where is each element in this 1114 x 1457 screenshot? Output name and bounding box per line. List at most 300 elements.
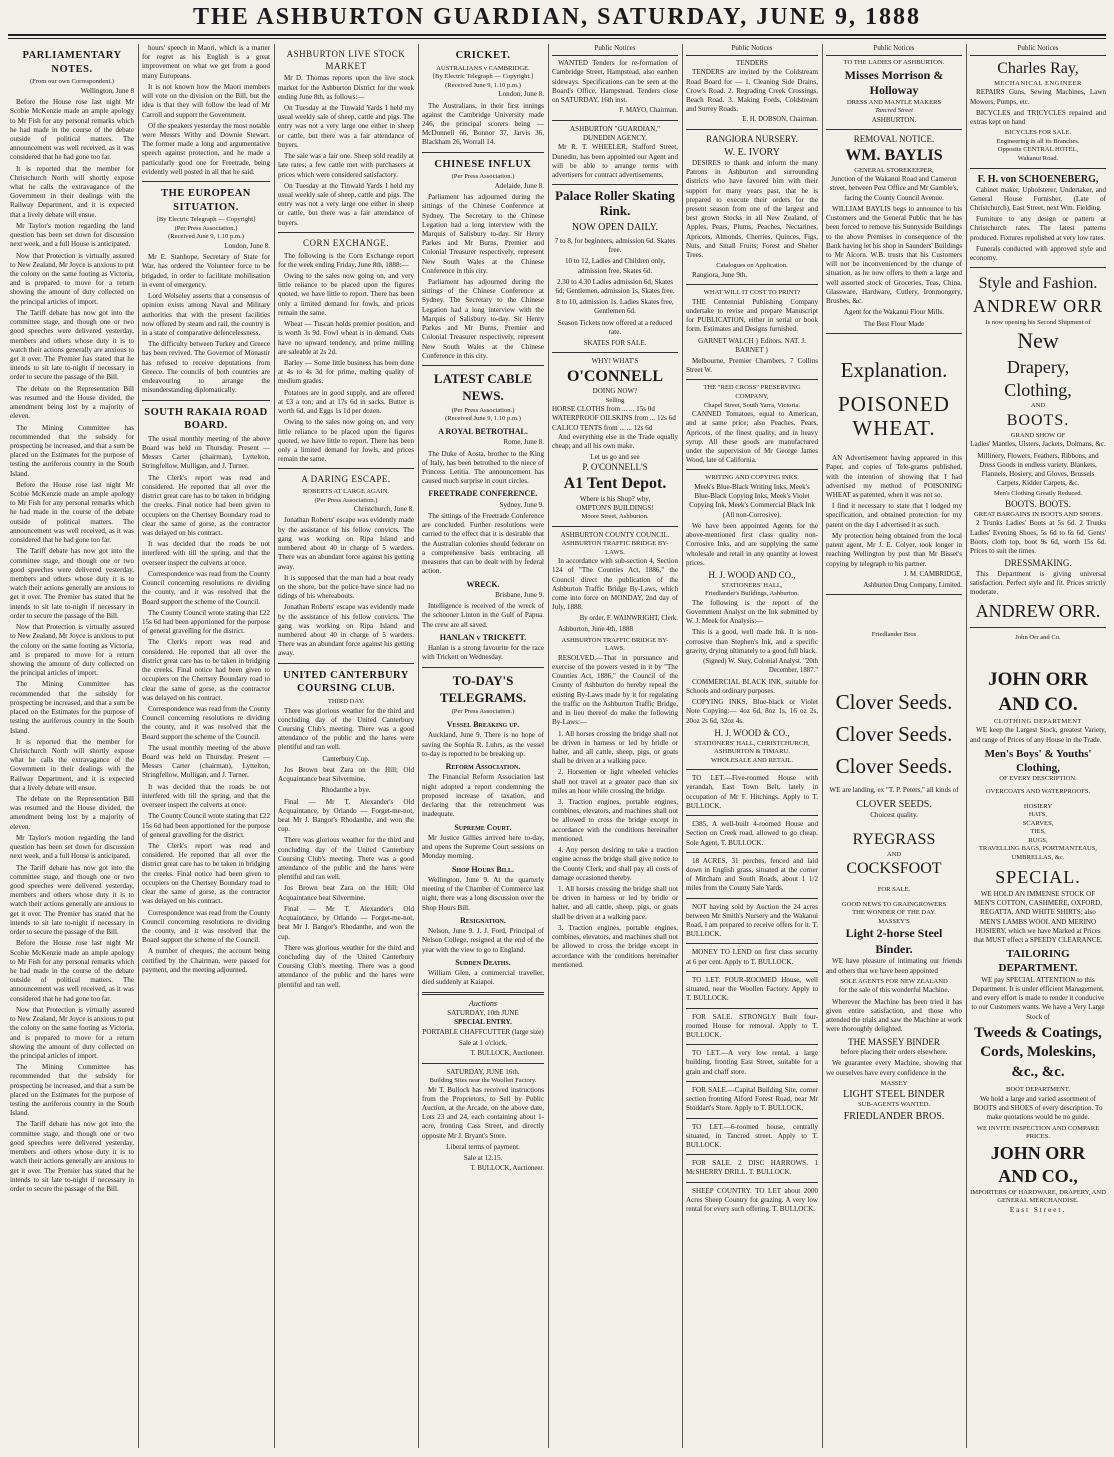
notice-paragraph: AN Advertisement having appeared in this Paper, and copies of Tele-grams published, with the intention of showing that I had advertised my method of POISONING WHEAT as patented, when it was not so.: [826, 454, 962, 500]
article-paragraph: It was decided that the roads be not interfered with till the spring, and that the overseer inspect the culverts at once.: [142, 540, 270, 567]
ties: TIES,: [1030, 828, 1046, 836]
dateline: London, June 8.: [498, 90, 544, 99]
notice-paragraph: COPYING INKS, Blue-black or Violet Note Copying:— 4oz 6d, 8oz 1s, 16 oz 2s, 20oz 2s 6d, 32oz 4s.: [686, 698, 818, 725]
divider: [686, 815, 818, 816]
drapery-title: Drapery,: [1006, 356, 1070, 377]
dateline: Wellington, June 8: [80, 86, 134, 95]
dateline: Adelaide, June 8.: [494, 181, 544, 190]
section-heading: A DARING ESCAPE.: [301, 474, 391, 485]
notice-signature: (Signed) W. Skey, Colonial Analyst. "20th December, 1887.": [703, 658, 818, 674]
column-public-notices-1: [552, 44, 678, 1448]
masthead-rule-thin: [8, 38, 1106, 39]
divider: [970, 627, 1106, 628]
notice-paragraph: DESIRES to thank and inform the many Patrons in Ashburton and surrounding districts who have favored him with their support for many years past, that he is prepared to execute their orders for the present season from one of the largest and best grown Stocks in all New Zealand, of Apples, Pears, Plums, Peaches, Nectarines, Apricots, Almonds, Cherries, Quinces, Figs, Nuts, and Small Fruits; Forest and Shelter Trees.: [686, 158, 818, 260]
special-title: SPECIAL.: [995, 867, 1081, 888]
notice-paragraph: WE keep the Largest Stock, greatest Variety, and range of Prices of any House in the Trade.: [970, 726, 1106, 744]
wood-subtitle: STATIONERS' HALL, CHRISTCHURCH, ASHBURTON & TIMARU.: [694, 739, 810, 756]
article-paragraph: The sale was a fair one. Sheep sold readily at late rates; a few cattle met with purchasers at prices which were considered satisfactory.: [278, 152, 414, 179]
section-heading: THE EUROPEAN SITUATION.: [161, 188, 251, 213]
clothing-title: Clothing,: [1004, 380, 1072, 401]
article-paragraph: Potatoes are in good supply, and are offered at £3 a ton; and at 17s 6d in sacks. Butter is worth 6d, and Eggs 1s 1d per dozen.: [278, 388, 414, 416]
divider: [686, 1182, 818, 1183]
masthead-rule: [8, 34, 1106, 36]
dateline: London, June 8.: [224, 242, 270, 251]
press-credit: (Per Press Association.): [451, 173, 515, 181]
massey: MASSEY: [880, 1079, 908, 1087]
divider: [686, 469, 818, 470]
article-paragraph: The Duke of Aosta, brother to the King of Italy, has been betrothed to the niece of Princess Letitia. The announcement has caused much surprise in court circles.: [422, 449, 544, 486]
divider: [826, 333, 962, 334]
section-subheading: HANLAN v TRICKETT.: [439, 632, 527, 642]
column-public-notices-3: [826, 44, 962, 1448]
overcoats: OVERCOATS AND WATERPROOFS.: [985, 787, 1091, 795]
section-subheading: (From our own Correspondent.): [29, 78, 115, 86]
section-subheading: FREETRADE CONFERENCE.: [428, 489, 538, 499]
notice-paragraph: 3. Traction engines, portable engines, combines, elevators, and machines shall not be allowed to cross the bridge except in accordance with the conditions hereinafter mentioned.: [552, 923, 678, 969]
oconnell-doing: DOING NOW?: [592, 387, 638, 396]
auctions-header: Auctions: [469, 998, 497, 1008]
divider: [686, 971, 818, 972]
race-result: Rhodanthe a bye.: [321, 786, 371, 795]
notice-title: WRITING AND COPYING INKS.: [705, 474, 799, 482]
article-paragraph: The Tariff debate has now got into the committee stage, and though one or two good speeches were delivered yesterday, members and others whose duty it is to watch their actions generally are anxious to get it over. The Premier has stated that he intends to sit late to-night if necessary in order to secure the passage of the Bill.: [10, 547, 134, 620]
divider: [552, 120, 678, 121]
article-paragraph: There was glorious weather for the third and concluding day of the United Canterbury Coursing Club's meeting. There was a good attendance of the public and the hares were plentiful and ran well.: [278, 943, 414, 989]
article-paragraph: Owing to the sales now going on, and very little reliance to be placed upon the figures quoted, we have little to report. There has been only a limited demand for fowls, and prices remain the same.: [278, 272, 414, 317]
oconnell-selling: Selling: [605, 396, 625, 404]
section-heading: CRICKET.: [455, 50, 511, 61]
every-description: OF EVERY DESCRIPTION.: [999, 775, 1077, 783]
article-paragraph: Mr E. Stanhope, Secretary of State for War, has ordered the Volunteer force to be brigaded, in order to facilitate mobilisation in event of emergency.: [142, 253, 270, 289]
notice-paragraph: The following is the report of the Government Analyst on the Ink submitted by W. J. Meek for Analysis:—: [686, 598, 818, 626]
press-credit: (Per Press Association.): [314, 496, 378, 504]
baylis-name: WM. BAYLIS: [845, 146, 943, 164]
notice-paragraph: Wherever the Machine has been tried it has given entire satisfaction, and those who attended the trials and saw the Machine at work were thoroughly delighted.: [826, 997, 962, 1034]
oconnell-item: HORSE CLOTHS from ... ... 15s 0d: [552, 405, 655, 414]
notice-paragraph: Millinery, Flowers, Feathers, Ribbons, and Dress Goods in endless variety. Blankets, Flannels, Hosiery, and Gloves, Brussels Carpets, Kidder Carpets, &c.: [977, 451, 1099, 488]
notice-paragraph: THE Centennial Publishing Company undertake to revise and prepare Manuscript for PUBLICATION, either in serial or book form. Estimates and Designs furnished.: [686, 297, 818, 334]
auction-paragraph: Mr T. Bullock has received instructions from the Proprietors, to Sell by Public Auction, at the Arcade, on the above date, Lots 23 and 24, each containing about 1-acre, fronting Cass Street, and directly opposite Mr J. Bryant's Store.: [422, 1085, 544, 1140]
received-line: (Received June 9, 1.10 p.m.): [445, 415, 521, 423]
article-paragraph: The Clerk's report was read and considered. He reported that all over the district great care has to be taken in bridging the creeks. Final notice had been given to occupiers on the Chertsey Boundary road to clear the same of gorse, as the contractor was delayed on his contract.: [142, 638, 270, 702]
article-paragraph: Hanlan is a strong favourite for the race with Trickett on Wednesday.: [422, 644, 544, 662]
oconnell-buildings: OMPTON'S BUILDINGS!: [576, 504, 654, 513]
notice-date: Ashburton, June 4th, 1888: [558, 625, 634, 634]
notice-paragraph: WANTED Tenders for re-formation of Cambridge Street, Hampstead, also earthen sideways. Specifications can be seen at the Board's Office, Hampstead. Tenders close on SATURDAY, 16th inst.: [552, 59, 678, 104]
article-paragraph: Mr Justice Gillies arrived here to-day, and opens the Supreme Court sessions on Monday morning.: [422, 833, 544, 861]
section-heading: LATEST CABLE NEWS.: [433, 371, 533, 403]
column-rule: [418, 44, 419, 1448]
article-paragraph: The sittings of the Freetrade Conference are concluded. Further resolutions were carried to the effect that it is desirable that the Australian colonies should federate on a comprehensive basis embracing all measures that can be dealt with by federal action.: [422, 512, 544, 576]
section-subheading: Resignation.: [460, 915, 506, 925]
great-bargains: GREAT BARGAINS IN BOOTS AND SHOES.: [973, 510, 1103, 518]
article-paragraph: The County Council wrote stating that £22 15s 6d had been apportioned for the purpose of general gravelling for the district.: [142, 812, 270, 839]
dateline: Brisbane, June 9.: [495, 590, 544, 599]
article-paragraph: Barley — Some little business has been done at 4s to 4s 3d for prime, malting quality of medium grades.: [278, 358, 414, 386]
section-subheading: Supreme Court.: [454, 822, 512, 832]
oconnell-item: WATERPROOF OILSKINS from ... 12s 6d: [552, 414, 676, 423]
bullock-notice: NOT having sold by Auction the 24 acres between Mr Smith's Nursery and the Wakanui Road, I am prepared to receive offers for it. T. BULLOCK.: [686, 902, 818, 939]
notice-paragraph: Furniture to any design or pattern at Christchurch rates. The latest patterns produced. Fixtures repolished at very low rates.: [970, 215, 1106, 242]
notice-subtitle: ASHBURTON TRAFFIC BRIDGE BY-LAWS.: [561, 540, 669, 556]
section-heading: PARLIAMENTARY NOTES.: [22, 50, 122, 75]
divider: [686, 1118, 818, 1119]
notice-paragraph: My protection being obtained from the local patent agent, Mr J. E. Colyer, took longer in reaching Wellington by post than Mr Bisset's copying by telegraph to his partner.: [826, 531, 962, 568]
column-stock-market: [278, 44, 414, 1448]
column-header: Public Notices: [826, 44, 962, 56]
ray-subtitle: MECHANICAL ENGINEER: [994, 79, 1082, 87]
bullock-notice: FOR SALE.—Capital Building Site, corner section fronting Alford Forest Road, near Mr Stoddart's Store. Apply to T. BULLOCK.: [686, 1085, 818, 1113]
divider: [552, 352, 678, 353]
article-paragraph: The Financial Reform Association last night adopted a report condemning the proposed increase of taxation, and declaring that the retrenchment was inadequate.: [422, 773, 544, 819]
article-paragraph: Lord Wolseley asserts that a consensus of opinion exists among Naval and Military authorities that with the present facilities now offered by steam and rail, the country is in a state of comparative defencelessness.: [142, 292, 270, 337]
oconnell-where: Where is his Shop? why,: [579, 494, 651, 503]
poisoned-wheat-title: POISONED WHEAT.: [838, 391, 950, 441]
notice-paragraph: Junction of the Wakanui Road and Cameron street, between Post Office and Mr Gamble's, facing the County Council Avenue.: [829, 175, 959, 202]
article-paragraph: Before the House rose last night Mr Scobie McKenzie made an ample apology to Mr Fish for any personal remarks which he had made in the course of the debate outside of political matters. The announcement was well received, as it was considered that he had gone too far.: [10, 98, 134, 162]
oconnell-address: Moore Street, Ashburton.: [581, 513, 649, 521]
auction-sale: Sale at 12.15.: [463, 1154, 503, 1163]
article-paragraph: It is reported that the member for Christchurch North will shortly expose what he calls the extravagance of the Government in their dealings with the Railway Department, and it is expected that a lively debate will ensue.: [10, 737, 134, 792]
section-subheading: AUSTRALIANS v CAMBRIDGE.: [436, 64, 530, 72]
wood-name: H. J. WOOD AND CO.,: [708, 569, 796, 580]
clover-seeds-line: CLOVER SEEDS.: [856, 798, 932, 810]
notice-signature: E. H. DOBSON, Chairman.: [742, 116, 818, 124]
sub-agents: SUB-AGENTS WANTED.: [857, 1101, 931, 1109]
divider: [422, 667, 544, 668]
article-paragraph: Final — Mr T. Alexander's Old Acquaintance, by Orlando — Forget-me-not, beat Mr J. Bangor's Rhodanthe, and won the cup.: [278, 904, 414, 941]
received-line: (Received June 9, 1.10 p.m.): [445, 81, 521, 89]
article-paragraph: Correspondence was read from the County Council concerning resolutions re dividing the county, and it was resolved that the Board support the scheme of the Council.: [142, 908, 270, 945]
article-paragraph: On Tuesday at the Tinwald Yards I held my usual weekly sale of sheep, cattle and pigs. The entry was not a very large one either in sheep or cattle, but there was a fair attendance of buyers.: [278, 181, 414, 227]
section-subheading: WRECK.: [466, 579, 500, 589]
tailoring-title: TAILORING DEPARTMENT.: [998, 948, 1078, 975]
article-paragraph: It is supposed that the man had a boat ready on the shore, but the police have since had no tidings of his whereabouts.: [278, 573, 414, 601]
divider: [422, 152, 544, 153]
notice-signature: Ashburton Drug Company, Limited.: [863, 581, 962, 589]
notice-paragraph: We guarantee every Machine, showing that we ourselves have every confidence in the: [826, 1059, 962, 1077]
rink-line: 8 to 10, admission 1s. Ladies Skates free, Gentlemen 6d.: [556, 298, 674, 316]
column-parliamentary-notes: [10, 44, 134, 1448]
notice-paragraph: 4. Any person desiring to take a traction engine across the bridge shall give notice to the County Clerk, and shall pay all costs of damage occasioned thereby.: [552, 846, 678, 882]
friedlander-header: Friedlander Bros: [871, 631, 917, 639]
column-rule: [822, 44, 823, 1448]
auctioneer-signature: T. BULLOCK, Auctioneer.: [470, 1165, 544, 1173]
divider: [686, 129, 818, 130]
ray-sale: BICYCLES FOR SALE.: [1004, 129, 1072, 137]
bullock-notice: TO LET.—A very low rental, a large building, fronting East Street, suitable for a grain and chaff store.: [686, 1049, 818, 1076]
article-paragraph: Mr Taylor's motion regarding the land question has been set down for discussion next week, and a full House is anticipated.: [10, 833, 134, 861]
divider: [970, 267, 1106, 268]
notice-paragraph: Ladies' Mantles, Ulsters, Jackets, Dolmans, &c.: [970, 440, 1106, 449]
divider: [278, 232, 414, 233]
bullock-notice: £385, A well-built 4-roomed House and Section on Creek road, allowed to go cheap. Sole Agent, T. BULLOCK.: [686, 820, 818, 847]
column-rule: [682, 44, 683, 1448]
section-subheading: Shop Hours Bill.: [451, 864, 514, 874]
divider: [686, 1008, 818, 1009]
notice-paragraph: 3. Traction engines, portable engines, combines, elevators, and machines shall not be allowed to cross the bridge except in accordance with the conditions hereinafter mentioned.: [552, 798, 678, 843]
importers: IMPORTERS OF HARDWARE, DRAPERY, AND GENERAL MERCHANDISE.: [970, 1188, 1106, 1205]
column-public-notices-2: [686, 44, 818, 1448]
article-paragraph: Nelson, June 9. J. J. Ford, Principal of Nelson College, resigned at the end of the year with the view to go to England.: [422, 927, 544, 954]
massey: MASSEY'S: [878, 917, 910, 925]
divider: [422, 1063, 544, 1064]
section-subheading: A ROYAL BETROTHAL.: [438, 426, 528, 436]
ryegrass-title: RYEGRASS: [852, 830, 936, 848]
cocksfoot-title: COCKSFOOT: [846, 860, 942, 878]
notice-paragraph: WE are landing, ex "T. P. Peters," all kinds of: [829, 786, 959, 795]
article-paragraph: Mr Taylor's motion regarding the land question has been set down for discussion next week, and a full House is anticipated.: [10, 221, 134, 249]
bullock-notice: MONEY TO LEND on first class security at 6 per cent. Apply to T. BULLOCK.: [686, 948, 818, 966]
boots-title: BOOTS.: [1006, 412, 1070, 430]
divider: [278, 468, 414, 469]
article-paragraph: Wellington, June 9. At the quarterly meeting of the Chamber of Commerce last night, there was a long discussion over the Shop Hours Bill.: [422, 875, 544, 912]
divider: [142, 181, 270, 182]
massey-binder: THE MASSEY BINDER: [848, 1036, 940, 1047]
divider: [422, 365, 544, 366]
notice-title: RANGIORA NURSERY.: [706, 134, 798, 145]
boot-department: BOOT DEPARTMENT.: [1006, 1086, 1070, 1094]
column-public-notices-4: [970, 44, 1106, 1448]
notice-date: Rangiora, June 9th.: [692, 270, 748, 279]
article-paragraph: The Tariff debate has now got into the committee stage, and though one or two good speeches were delivered yesterday, members and others whose duty it is to watch their actions generally are anxious to get it over. The Premier has stated that he intends to sit late to-night if necessary in order to secure the passage of the Bill.: [10, 1120, 134, 1193]
divider: [686, 379, 818, 380]
hosiery: HOSIERY: [1023, 802, 1053, 810]
article-paragraph: William Glen, a commercial traveller, died suddenly at Kaiapoi.: [422, 969, 544, 987]
bullock-notice: SHEEP COUNTRY. TO LET about 2000 Acres Sheep Country for grazing. A very low rental for every such offering. T. BULLOCK.: [686, 1186, 818, 1214]
friedlander-bros: FRIEDLANDER BROS.: [843, 1111, 945, 1123]
article-paragraph: The debate on the Representation Bill was resumed and the House divided, the amendment being lost by a majority of eleven.: [10, 795, 134, 831]
ray-name: Charles Ray,: [997, 60, 1079, 78]
invite-inspection: WE INVITE INSPECTION AND COMPARE PRICES.: [976, 1124, 1100, 1141]
divider: [970, 168, 1106, 169]
article-paragraph: The debate on the Representation Bill was resumed and the House divided, the amendment being lost by a majority of eleven.: [10, 384, 134, 421]
notice-title: THE "RED CROSS" PRESERVING COMPANY,: [703, 384, 801, 400]
article-paragraph: Before the House rose last night Mr Scobie McKenzie made an ample apology to Mr Fish for any personal remarks which he had made in the course of the debate outside of political matters. The announcement was well received, as it was considered that he had gone too far.: [10, 939, 134, 1003]
notice-paragraph: 2. Horsemen or light wheeled vehicles shall not travel at a greater pace than six miles an hour while crossing the bridge.: [552, 768, 678, 795]
divider: [686, 943, 818, 944]
notice-paragraph: 1. All horses crossing the bridge shall not be driven in harness or led by bridle or halter, and all cattle, sheep, pigs, or goats shall be driven at a walking pace.: [552, 729, 678, 766]
notice-paragraph: RESOLVED.—That in pursuance and exercise of the powers vested in it by "The Counties Act, 1886," the Council of the County of Ashburton do hereby repeal the existing By-Laws made by it for regulating the traffic on the Ashburton Traffic Bridge, and in lieu thereof do make the following By-Laws:—: [552, 653, 678, 727]
mens-boys-title: Men's Boys' & Youths' Clothing,: [984, 747, 1092, 775]
travelling-bags: TRAVELLING BAGS, PORTMANTEAUS, UMBRELLAS, &c.: [978, 845, 1098, 861]
ray-road: Wakanui Road.: [1017, 155, 1059, 163]
auction-terms: Liberal terms of payment.: [446, 1142, 520, 1151]
section-heading: CHINESE INFLUX: [434, 158, 532, 170]
mens-reduced: Men's Clothing Greatly Reduced.: [993, 490, 1083, 498]
notice-title: TENDERS: [736, 59, 768, 68]
column-header: Public Notices: [686, 44, 818, 56]
notice-title: REMOVAL NOTICE.: [853, 134, 935, 145]
divider: [826, 129, 962, 130]
oconnell-depot: A1 Tent Depot.: [563, 475, 667, 493]
hats: HATS,: [1028, 811, 1048, 819]
auctioneer-signature: T. BULLOCK, Auctioneer.: [470, 1049, 544, 1057]
notice-paragraph: WILLIAM BAYLIS begs to announce to his Customers and the General Public that he has been forced to remove his Sunnyside Buildings to the above Premises in consequence of the Bank having let his shop in Saunders' Buildings to Mr Alcorn. W.B. trusts that his Customers will not be inconvenienced by the change of situation, as he now offers to them a large and well assorted stock of Groceries, Teas, China, Glassware, Hardware, Cutlery, Ironmongery, Brushes, &c.: [826, 204, 962, 306]
andrew-orr-signature: ANDREW ORR.: [975, 600, 1101, 621]
article-paragraph: The Tariff debate has now got into the committee stage, and though one or two good speeches were delivered yesterday, members and others whose duty it is to watch their actions generally are anxious to get it over. The Premier has stated that he intends to sit late to-night if necessary in order to secure the passage of the Bill.: [10, 308, 134, 382]
oconnell-let: Let us go and see: [590, 453, 640, 462]
notice-paragraph: COMMERCIAL BLACK INK, suitable for Schools and ordinary purposes.: [686, 677, 818, 695]
notice-signature: J. M. CAMBRIDGE,: [904, 570, 962, 578]
rink-line: Season Tickets now offered at a reduced rate.: [557, 318, 673, 336]
column-cricket-cables: [422, 44, 544, 1448]
article-paragraph: Correspondence was read from the County Council concerning resolutions re dividing the county, and it was resolved that the Board support the scheme of the Council.: [142, 704, 270, 741]
notice-paragraph: Mr R. T. WHEELER, Stafford Street, Dunedin, has been appointed our Agent and will be able to arrange terms with advertisers for contract advertisements.: [552, 143, 678, 180]
wonder: THE WONDER OF THE DAY.: [852, 909, 936, 917]
dateline: Rome, June 8.: [503, 438, 544, 447]
auction-subtitle: Building Sites near the Woollen Factory.: [429, 1077, 537, 1084]
oconnell-title: O'CONNELL: [566, 367, 663, 385]
press-credit: (Per Press Association.): [174, 224, 238, 232]
notice-signature: F. MAYO, Chairman.: [619, 107, 678, 115]
article-paragraph: A number of cheques, the account being certified by the Chairman, were passed for payment, and the meeting adjourned.: [142, 947, 270, 974]
divider: [686, 852, 818, 853]
divider: [278, 663, 414, 664]
binder-title: Light 2-horse Steel Binder.: [845, 926, 943, 956]
clover-seeds-title: Clover Seeds.: [835, 690, 953, 714]
ryegrass-and: AND: [886, 850, 902, 858]
and-word: AND: [1030, 402, 1046, 410]
good-news: GOOD NEWS TO GRAINGROWERS: [841, 900, 947, 908]
clothing-department: CLOTHING DEPARTMENT: [993, 717, 1083, 725]
wood-name: H. J. WOOD & CO.,: [714, 727, 790, 738]
notice-title: ASHBURTON "GUARDIAN,": [570, 125, 660, 134]
notice-paragraph: Funerals conducted with approved style and economy.: [970, 244, 1106, 263]
article-paragraph: Jos Brown beat Zara on the Hill; Old Acquaintance beat Silvermine.: [278, 765, 414, 784]
divider: [686, 898, 818, 899]
column-rule: [274, 44, 275, 1448]
notice-title: ASHBURTON COUNTY COUNCIL.: [560, 530, 670, 539]
notice-paragraph: REPAIRS Guns, Sewing Machines, Lawn Mowers, Pumps, etc.: [970, 88, 1106, 106]
notice-paragraph: This is a good, well made Ink. It is non-corrosive than Stephen's Ink, and a specific gravity, drying ultimately to a good full black.: [686, 628, 818, 655]
notice-paragraph: BICYCLES and TRICYCLES repaired and extras kept on hand: [970, 108, 1106, 127]
notice-paragraph: TENDERS are invited by the Coldstream Road Board for — 1. Cleaning Side Drains, Crow's Road. 2. Regrading Creek Crossings, Beach Road. 3. Making Fords, Coldstream and Surrey Roads.: [686, 68, 818, 114]
article-paragraph: It was decided that the roads be not interfered with till the spring, and that the overseer inspect the culverts at once.: [142, 782, 270, 810]
style-fashion-title: Style and Fashion.: [978, 275, 1098, 293]
column-header: Public Notices: [970, 44, 1106, 56]
column-rule: [138, 44, 139, 1448]
rink-subtitle: NOW OPEN DAILY.: [571, 221, 659, 233]
bullock-notice: TO LET. FOUR-ROOMED House, well situated, near the Woollen Factory. Apply to T. BULLOCK.: [686, 975, 818, 1003]
article-paragraph: Mr D. Thomas reports upon the live stock market for the Ashburton District for the week ending June 8th, as follows:—: [278, 74, 414, 101]
notice-paragraph: And everything else in the Trade equally cheap; and all his own make.: [552, 432, 678, 450]
article-paragraph: hours' speech in Maori, which is a matter for regret as his English is a great improvement on what we get from a good many Europeans.: [142, 44, 270, 80]
article-paragraph: It is not known how the Maori members will vote on the division on the Bill, but the idea is that they will follow the lead of Mr Carroll and support the Government.: [142, 82, 270, 119]
oconnell-item: CALICO TENTS from ... ... 12s 6d: [552, 423, 653, 432]
grand-show: GRAND SHOW OF: [1010, 431, 1066, 439]
notice-signature: GARNET WALCH } Editors. NAT. J. BARNET }: [698, 336, 806, 354]
oconnell-why: WHY! WHAT'S: [591, 357, 639, 366]
auction-date: SATURDAY, 10th JUNE: [447, 1009, 519, 1018]
rink-line: 10 to 12, Ladies and Children only, admission free, Skates 6d.: [564, 257, 666, 275]
notice-paragraph: The Best Flour Made: [863, 319, 925, 328]
article-paragraph: The difficulty between Turkey and Greece has been revived. The Governor of Monastir has refused to receive deputations from Greece. The councils of both countries are endeavouring to arrange the misunderstanding diplomatically.: [142, 340, 270, 395]
press-credit: [By Electric Telegraph — Copyright.]: [432, 73, 534, 81]
notice-paragraph: In accordance with sub-section 4, Section 124 of "The Counties Act, 1886," the Council direct the publication of the Ashburton Traffic Bridge By-Laws, which come into force on MONDAY, 2nd day of July, 1888.: [552, 557, 678, 612]
notice-paragraph: 1. All horses crossing the bridge shall not be driven in harness or led by bridle or halter, and all cattle, sheep, pigs, or goats shall be driven at a walking pace.: [552, 885, 678, 921]
nursery-owner: W. E. IVORY: [724, 146, 780, 158]
press-credit: (Per Press Association.): [451, 406, 515, 414]
notice-subtitle: Tancred Street: [875, 107, 913, 115]
scarves: SCARVES,: [1022, 819, 1054, 827]
wood-subtitle: STATIONERS' HALL,: [721, 581, 783, 589]
article-paragraph: The usual monthly meeting of the above Board was held on Thursday. Present — Messrs Carter (chairman), Lyttelton, Stringfellow, Mulligan, and J. Turner.: [142, 434, 270, 471]
notice-subtitle: TO THE LADIES OF ASHBURTON.: [843, 59, 945, 67]
auction-title: SPECIAL ENTRY.: [454, 1018, 512, 1027]
notice-town: ASHBURTON.: [871, 115, 917, 124]
divider: [686, 284, 818, 285]
article-paragraph: The Mining Committee has recommended that the subsidy for prospecting be increased, and that a sum be placed on the Estimates for the purpose of testing the auriferous country in the South Island.: [10, 423, 134, 478]
section-subheading: Reform Association.: [445, 762, 521, 772]
notice-signature: By order, F. WAINWRIGHT, Clerk.: [579, 614, 678, 622]
ray-opposite: Opposite CENTRAL HOTEL,: [997, 146, 1079, 154]
wood-wholesale: WHOLESALE AND RETAIL.: [710, 756, 794, 764]
article-paragraph: The Clerk's report was read and considered. He reported that all over the district great care has to be taken in bridging the creeks. Final notice had been given to occupiers on the Chertsey Boundary road to clear the same of gorse, as the contractor was delayed on his contract.: [142, 473, 270, 537]
notice-subtitle: Catalogues on Application.: [716, 262, 788, 270]
notice-paragraph: for the sale of this wonderful Machine.: [838, 986, 950, 995]
clover-seeds-title: Clover Seeds.: [835, 754, 953, 779]
divider: [552, 526, 678, 527]
column-rule: [548, 44, 549, 1448]
auction-date: SATURDAY, JUNE 16th.: [446, 1067, 520, 1076]
article-paragraph: There was glorious weather for the third and concluding day of the United Canterbury Coursing Club's meeting. There was a good attendance of the public and the hares were plentiful and ran well.: [278, 706, 414, 752]
article-paragraph: Parliament has adjourned during the sittings of the Chinese Conference at Sydney. The Secretary to the Chinese Legation had a long interview with the Marquis of Salisbury to-day. Sir Henry Parkes and Mr Burns, Premier and Colonial Treasurer respectively, represent New South Wales at the Chinese Conference in this city.: [422, 278, 544, 360]
divider: [686, 769, 818, 770]
notice-subtitle: DUNEDIN AGENCY.: [582, 134, 648, 143]
column-european-situation: [142, 44, 270, 1448]
article-paragraph: The Australians, in their first innings against the Cambridge University made 246, the principal scorers being — McDonnell 66, Bonnor 37, Jarvis 36, Blackham 26, Worrall 14.: [422, 101, 544, 147]
tweeds-title: Tweeds & Coatings,: [974, 1024, 1102, 1041]
john-orr-title: JOHN ORR AND CO.: [988, 669, 1088, 716]
masthead: [0, 0, 1114, 40]
section-subheading: ROBERTS AT LARGE AGAIN.: [302, 488, 390, 496]
article-paragraph: The County Council wrote stating that £22 15s 6d had been apportioned for the purpose of general gravelling for the district.: [142, 608, 270, 636]
andrew-orr-title: ANDREW ORR: [972, 296, 1104, 317]
divider: [686, 1044, 818, 1045]
dateline: Christchurch, June 8.: [353, 505, 414, 514]
dressmaker-title: Misses Morrison & Holloway: [844, 67, 944, 98]
rink-title: Palace Roller Skating Rink.: [555, 188, 675, 218]
article-paragraph: Jos Brown beat Zara on the Hill; Old Acquaintance beat Silvermine.: [278, 884, 414, 902]
notice-paragraph: 2 Trunks Ladies' Boots at 5s 6d. 2 Trunks Ladies' Evening Shoes, 5s 6d to 6s 6d. Gents' Boots, cloth top, boot 9s 6d, worth 15s 6d. Prices to suit the times.: [970, 519, 1106, 555]
section-heading: CORN EXCHANGE.: [302, 237, 389, 248]
article-paragraph: Jonathan Roberts' escape was evidently made by the assistance of his fellow convicts. The gang was working on Ripa Island and numbered about 40 in charge of 5 warders. There was an abundant force against his getting away.: [278, 516, 414, 571]
article-paragraph: The Mining Committee has recommended that the subsidy for prospecting be increased, and that a sum be placed on the Estimates for the purpose of testing the auriferous country in the South Island.: [10, 1063, 134, 1118]
article-paragraph: Jonathan Roberts' escape was evidently made by the assistance of his fellow convicts. The gang was working on Ripa Island and numbered about 40 in charge of 5 warders. There was an abundant force against his getting away.: [278, 603, 414, 658]
light-steel-binder: LIGHT STEEL BINDER: [843, 1089, 945, 1101]
notice-subtitle: DRESS AND MANTLE MAKERS: [846, 98, 942, 106]
article-paragraph: The Clerk's report was read and considered. He reported that all over the district great care has to be taken in bridging the creeks. Final notice had been given to occupiers on the Chertsey Boundary road to clear the same of gorse, as the contractor was delayed on his contract.: [142, 842, 270, 906]
section-heading: SOUTH RAKAIA ROAD BOARD.: [144, 406, 268, 432]
divider: [686, 1154, 818, 1155]
article-paragraph: Now that Protection is virtually assured to New Zealand, Mr Joyce is anxious to put the colony on the same footing as Victoria, and is prepared to move for a return showing the amount of duty collected on the principal articles of import.: [10, 623, 134, 678]
wood-address: Friedlander's Buildings, Ashburton.: [705, 590, 799, 598]
article-paragraph: The Tariff debate has now got into the committee stage, and though one or two good speeches were delivered yesterday, members and others whose duty it is to watch their actions generally are anxious to get it over. The Premier has stated that he intends to sit late to-night if necessary in order to secure the passage of the Bill.: [10, 863, 134, 937]
notice-paragraph: This Department is giving universal satisfaction. Perfect style and fit. Prices strictly moderate.: [970, 569, 1106, 597]
rink-line: 2.30 to 4.30 Ladies admission 6d, Skates 6d; Gentlemen, admission 1s, Skates free.: [555, 277, 675, 296]
received-line: (Received June 9, 1.10 p.m.): [168, 233, 244, 241]
column-rule: [966, 44, 967, 1448]
auction-sale: Sale at 1 o'clock.: [458, 1038, 508, 1047]
explanation-title: Explanation.: [840, 357, 948, 382]
notice-paragraph: Agent for the Wakanui Flour Mills.: [843, 308, 945, 317]
section-subheading: THIRD DAY.: [327, 697, 365, 705]
notice-paragraph: WE HOLD AN IMMENSE STOCK OF MEN'S COTTON, CASHMERE, OXFORD, REGATTA, AND WHITE SHIRTS; also MEN'S LAMBS WOOL AND MERINO HOSIERY, which we have Marked at Prices that MUST effect a SPEEDY CLEARANCE.: [973, 889, 1103, 944]
article-paragraph: The Mining Committee has recommended that the subsidy for prospecting be increased, and that a sum be placed on the Estimates for the purpose of testing the auriferous country in the South Island.: [10, 680, 134, 735]
divider: [552, 184, 678, 185]
notice-subtitle: GENERAL STOREKEEPER,: [854, 166, 934, 174]
